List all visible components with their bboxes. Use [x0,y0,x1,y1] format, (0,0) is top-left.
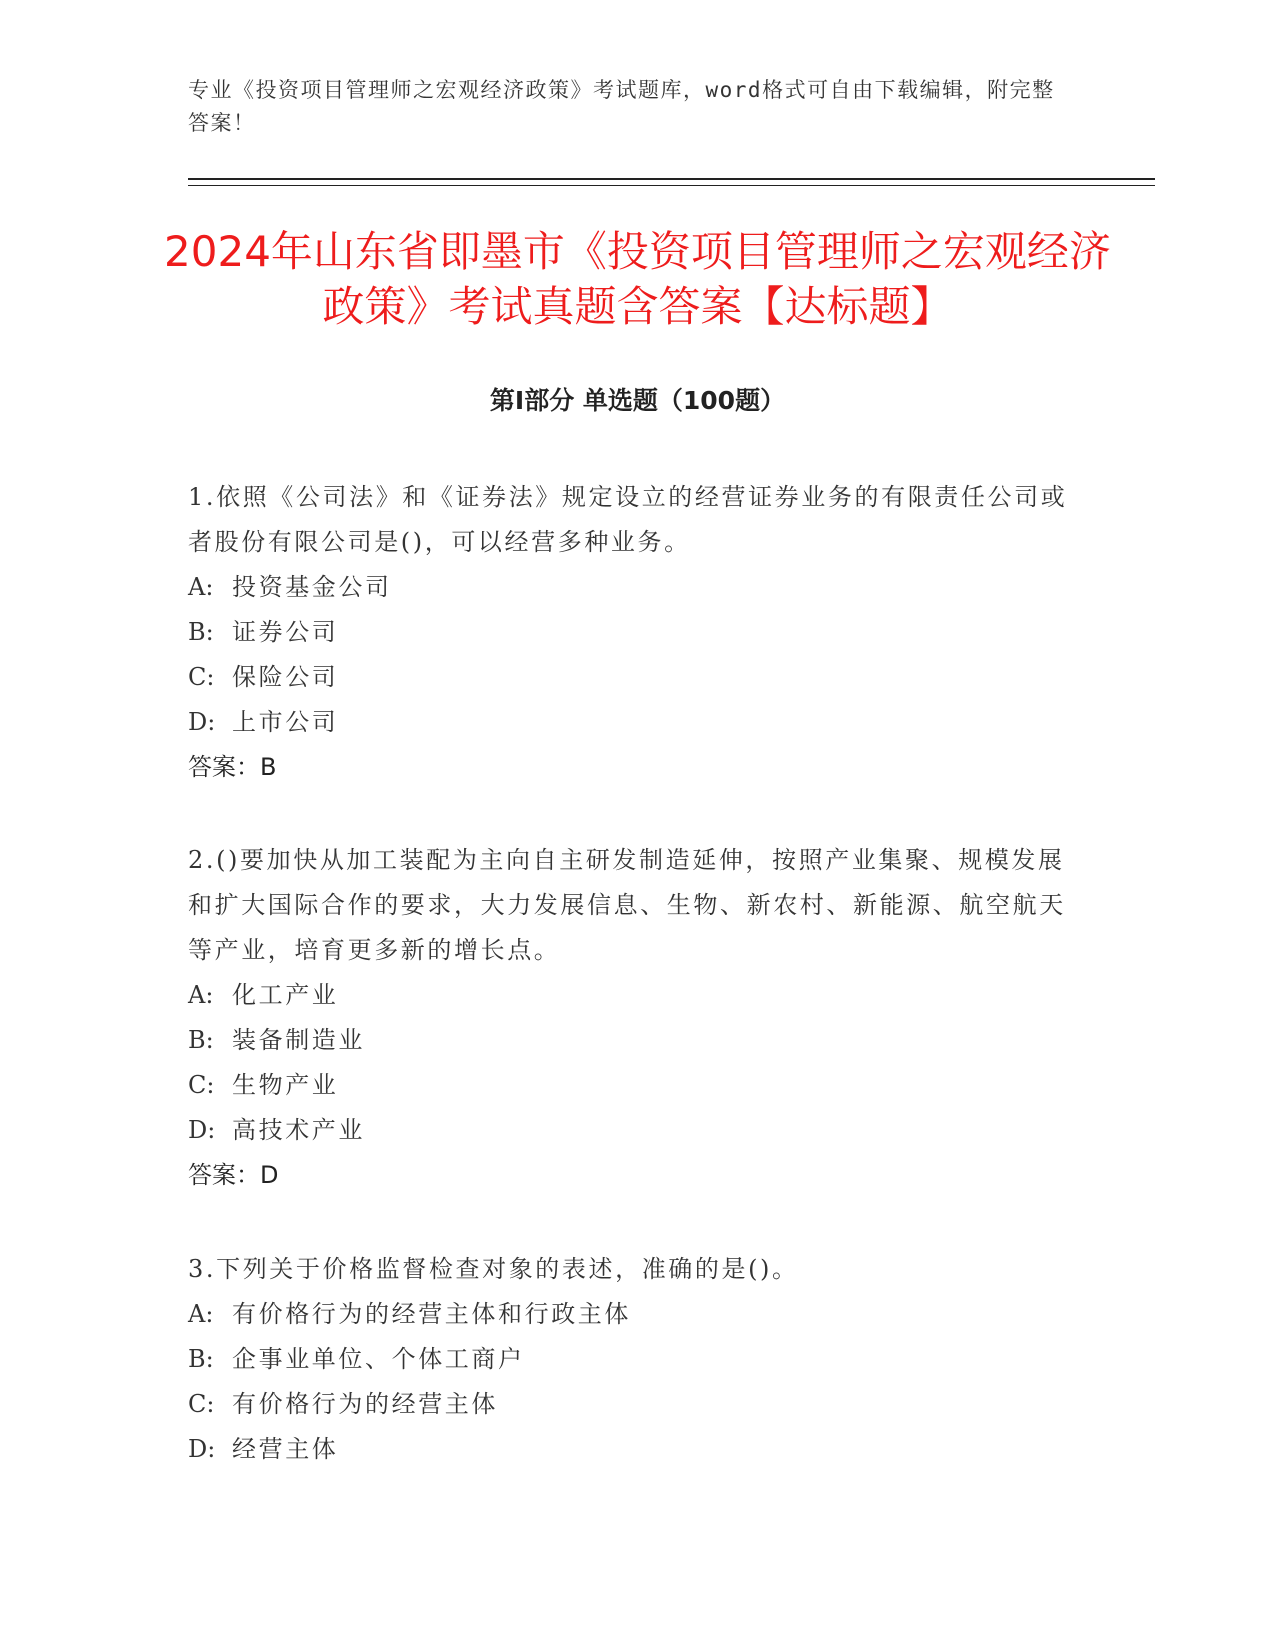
option-b [188,1337,1068,1382]
option-text: 高技术产业 [232,1116,365,1144]
answer: 答案：B [188,753,277,781]
question-stem: 3.下列关于价格监督检查对象的表述，准确的是()。 [188,1255,799,1283]
option-text: 保险公司 [232,663,339,691]
option-letter: D: [188,1435,216,1463]
question-stem: 1.依照《公司法》和《证券法》规定设立的经营证券业务的有限责任公司或者股份有限公司是()，可以经营多种业务。 [188,483,1068,556]
option-d [188,1427,1068,1472]
option-b [188,1018,1068,1063]
option-text: 投资基金公司 [232,573,392,601]
option-text: 化工产业 [232,981,339,1009]
section-heading: 第Ⅰ部分 单选题（100题） [489,386,786,415]
option-letter: C: [188,1071,215,1099]
option-letter: A: [188,1300,214,1328]
answer: 答案：D [188,1161,279,1189]
option-letter: D: [188,708,216,736]
option-d [188,700,1068,745]
option-c [188,1063,1068,1108]
option-text: 经营主体 [232,1435,339,1463]
question-1 [188,475,1068,790]
option-a [188,565,1068,610]
option-text: 有价格行为的经营主体 [232,1390,498,1418]
document-title: 2024年山东省即墨市《投资项目管理师之宏观经济政策》考试真题含答案【达标题】 [164,227,1111,331]
option-a [188,973,1068,1018]
option-text: 生物产业 [232,1071,339,1099]
header-divider-thin [188,185,1155,186]
option-a [188,1292,1068,1337]
option-letter: A: [188,981,214,1009]
option-letter: D: [188,1116,216,1144]
option-c [188,655,1068,700]
option-letter: C: [188,1390,215,1418]
option-letter: B: [188,1026,214,1054]
header-note: 专业《投资项目管理师之宏观经济政策》考试题库，word格式可自由下载编辑，附完整答案！ [188,78,1055,135]
header-divider-thick [188,178,1155,180]
option-text: 上市公司 [232,708,339,736]
question-stem: 2.()要加快从加工装配为主向自主研发制造延伸，按照产业集聚、规模发展和扩大国际合作的要求，大力发展信息、生物、新农村、新能源、航空航天等产业，培育更多新的增长点。 [188,846,1066,964]
question-3 [188,1247,1068,1472]
option-text: 有价格行为的经营主体和行政主体 [232,1300,631,1328]
option-b [188,610,1068,655]
option-text: 证券公司 [232,618,339,646]
option-d [188,1108,1068,1153]
option-c [188,1382,1068,1427]
option-letter: C: [188,663,215,691]
question-2 [188,838,1068,1198]
option-letter: B: [188,618,214,646]
option-letter: B: [188,1345,214,1373]
option-letter: A: [188,573,214,601]
option-text: 装备制造业 [232,1026,365,1054]
option-text: 企事业单位、个体工商户 [232,1345,525,1373]
